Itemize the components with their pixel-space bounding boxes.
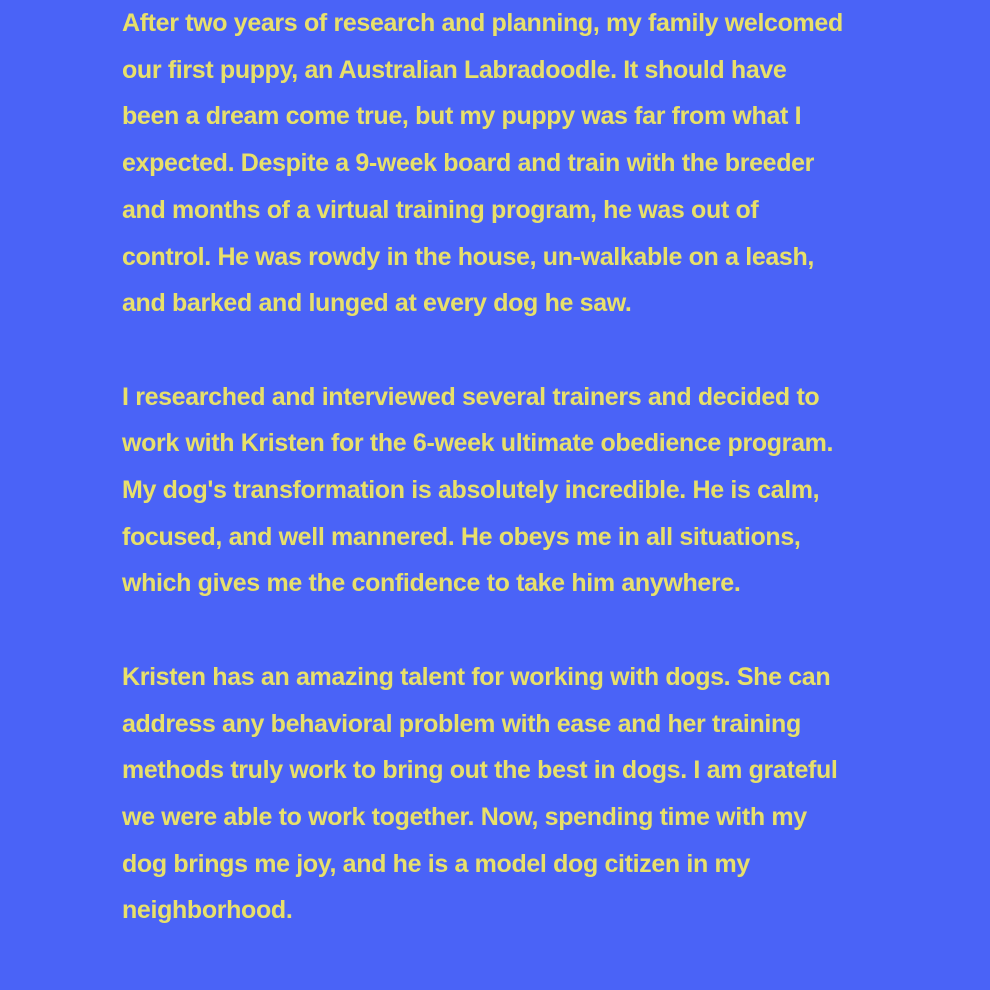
- paragraph-2: [122, 374, 932, 608]
- text-line: and barked and lunged at every dog he saw.: [122, 289, 632, 318]
- text-line: expected. Despite a 9-week board and train with the breeder: [122, 149, 815, 178]
- text-line: been a dream come true, but my puppy was far from what I: [122, 102, 802, 131]
- text-line: After two years of research and planning, my family welcomed: [122, 9, 843, 37]
- text-line: control. He was rowdy in the house, un-walkable on a leash,: [122, 242, 814, 271]
- text-line: I researched and interviewed several trainers and decided to: [122, 382, 820, 411]
- paragraph-1: [122, 0, 932, 327]
- text-line: which gives me the confidence to take him anywhere.: [122, 569, 741, 598]
- text-line: and months of a virtual training program, he was out of: [122, 195, 759, 224]
- text-line: address any behavioral problem with ease and her training: [122, 709, 801, 738]
- text-line: we were able to work together. Now, spending time with my: [122, 802, 807, 831]
- text-line: Kristen has an amazing talent for working with dogs. She can: [122, 662, 831, 691]
- testimonial-text: [122, 0, 932, 981]
- text-line: work with Kristen for the 6-week ultimate obedience program.: [122, 429, 834, 458]
- paragraph-3: [122, 654, 932, 934]
- text-line: our first puppy, an Australian Labradoodle. It should have: [122, 55, 787, 84]
- text-line: dog brings me joy, and he is a model dog citizen in my: [122, 849, 750, 878]
- text-line: My dog's transformation is absolutely incredible. He is calm,: [122, 476, 820, 505]
- text-line: neighborhood.: [122, 896, 293, 925]
- text-line: methods truly work to bring out the best in dogs. I am grateful: [122, 756, 838, 785]
- text-line: focused, and well mannered. He obeys me in all situations,: [122, 522, 801, 551]
